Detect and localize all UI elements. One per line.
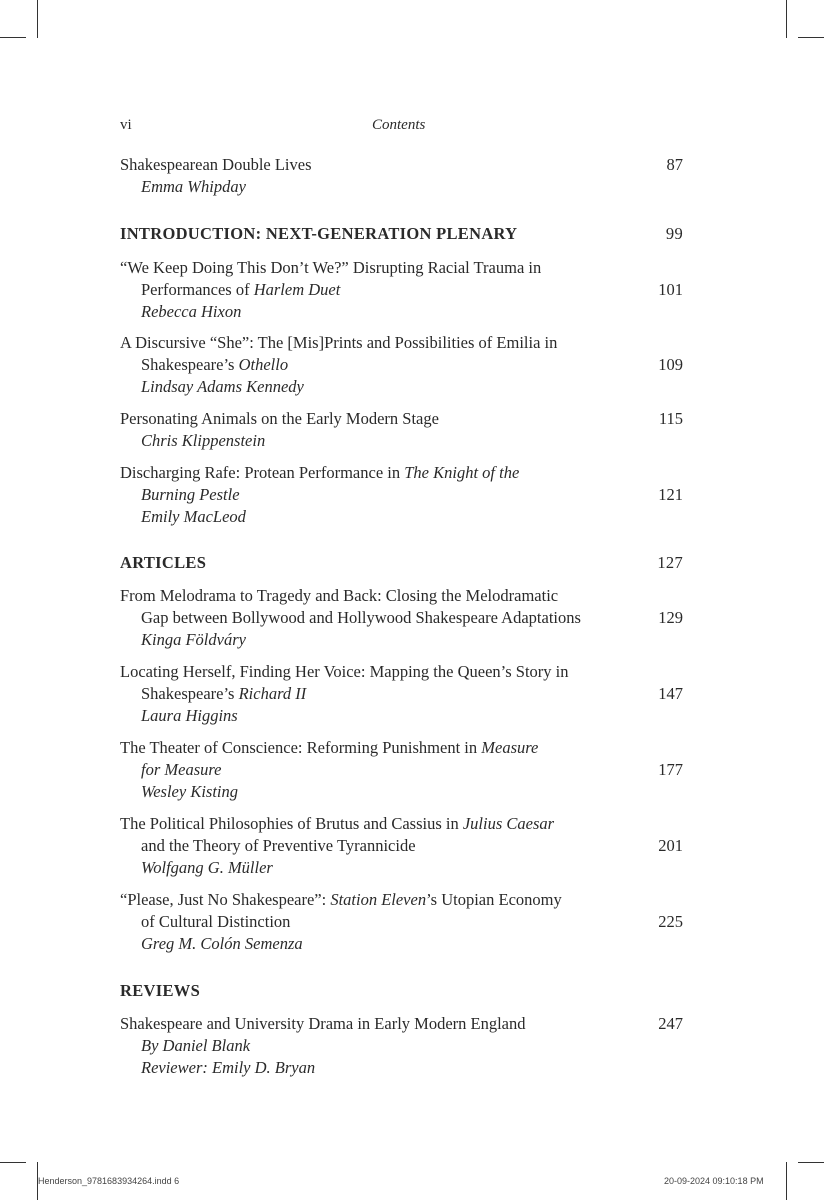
entry-page: 101 [658,280,683,299]
entry-author: Greg M. Colón Semenza [141,934,303,953]
entry-title-cont: and the Theory of Preventive Tyrannicide [141,836,416,855]
section-page: 127 [657,553,683,572]
entry-author: Emma Whipday [141,177,246,196]
section-title: ARTICLES [120,553,207,572]
crop-mark [786,0,787,38]
entry-author: Chris Klippenstein [141,431,266,450]
entry-title-italic: Burning Pestle [141,485,240,504]
entry-title: The Theater of Conscience: Reforming Punishment in [120,738,482,757]
entry-title: From Melodrama to Tragedy and Back: Closing the Melodramatic [120,586,559,605]
section-title: INTRODUCTION: NEXT-GENERATION PLENARY [120,224,518,243]
entry-title: A Discursive “She”: The [Mis]Prints and Possibilities of Emilia in [120,333,558,352]
section-heading [120,224,683,244]
entry-page: 115 [658,409,683,428]
entry-title-italic: Richard II [238,684,307,703]
crop-mark [798,1162,824,1163]
section-heading [120,981,683,1001]
entry-title-italic: Othello [238,355,289,374]
crop-mark [798,37,824,38]
toc-entry [120,332,683,398]
entry-author: Wesley Kisting [141,782,239,801]
running-title: Contents [372,117,426,133]
entry-page: 87 [666,155,683,174]
toc-entry [120,462,683,528]
entry-title: “We Keep Doing This Don’t We?” Disrupting Racial Trauma in [120,258,542,277]
entry-title: “Please, Just No Shakespeare”: [120,890,331,909]
entry-title-cont: Shakespeare’s [141,355,239,374]
entry-reviewer: Reviewer: Emily D. Bryan [141,1058,316,1077]
entry-author: Rebecca Hixon [141,302,242,321]
entry-page: 121 [658,485,683,504]
entry-page: 201 [658,836,683,855]
entry-title: Locating Herself, Finding Her Voice: Mapping the Queen’s Story in [120,662,569,681]
entry-title-italic: Julius Caesar [462,814,555,833]
entry-title-cont: of Cultural Distinction [141,912,291,931]
entry-title: Personating Animals on the Early Modern Stage [120,409,439,428]
toc-entry [120,154,683,198]
crop-mark [37,0,38,38]
entry-author: Wolfgang G. Müller [141,858,273,877]
entry-title-italic: Harlem Duet [253,280,341,299]
entry-page: 129 [658,608,683,627]
page-number: vi [120,117,132,133]
section-page: 99 [665,224,683,243]
section-heading [120,553,683,573]
toc-entry [120,257,683,323]
entry-title-post: ’s Utopian Economy [426,890,562,909]
toc-entry [120,889,683,955]
entry-title-italic: for Measure [141,760,222,779]
entry-author: Kinga Földváry [141,630,246,649]
crop-mark [0,37,26,38]
entry-title: Discharging Rafe: Protean Performance in [120,463,405,482]
entry-title-cont: Gap between Bollywood and Hollywood Shakespeare Adaptations [141,608,581,627]
toc-entry [120,1013,683,1079]
entry-author: Laura Higgins [141,706,238,725]
crop-mark [786,1162,787,1200]
entry-title-cont: Performances of [141,280,254,299]
crop-mark [0,1162,26,1163]
entry-title-italic: Station Eleven [330,890,427,909]
toc-entry [120,585,683,651]
entry-title: Shakespeare and University Drama in Early Modern England [120,1014,526,1033]
entry-page: 225 [658,912,683,931]
entry-author: By Daniel Blank [141,1036,251,1055]
footer-file: Henderson_9781683934264.indd 6 [38,1176,180,1186]
entry-page: 247 [658,1014,683,1033]
section-title: REVIEWS [120,981,201,1000]
entry-page: 177 [658,760,683,779]
entry-title-italic: Measure [481,738,539,757]
entry-author: Emily MacLeod [141,507,246,526]
entry-author: Lindsay Adams Kennedy [141,377,304,396]
toc-entry [120,813,683,879]
entry-page: 109 [658,355,683,374]
entry-page: 147 [658,684,683,703]
toc-entry [120,408,683,452]
entry-title: The Political Philosophies of Brutus and Cassius in [120,814,463,833]
toc-entry [120,737,683,803]
entry-title: Shakespearean Double Lives [120,155,312,174]
entry-title-cont: Shakespeare’s [141,684,239,703]
footer-timestamp: 20-09-2024 09:10:18 PM [664,1176,764,1186]
toc-entry [120,661,683,727]
entry-title-italic: The Knight of the [404,463,520,482]
